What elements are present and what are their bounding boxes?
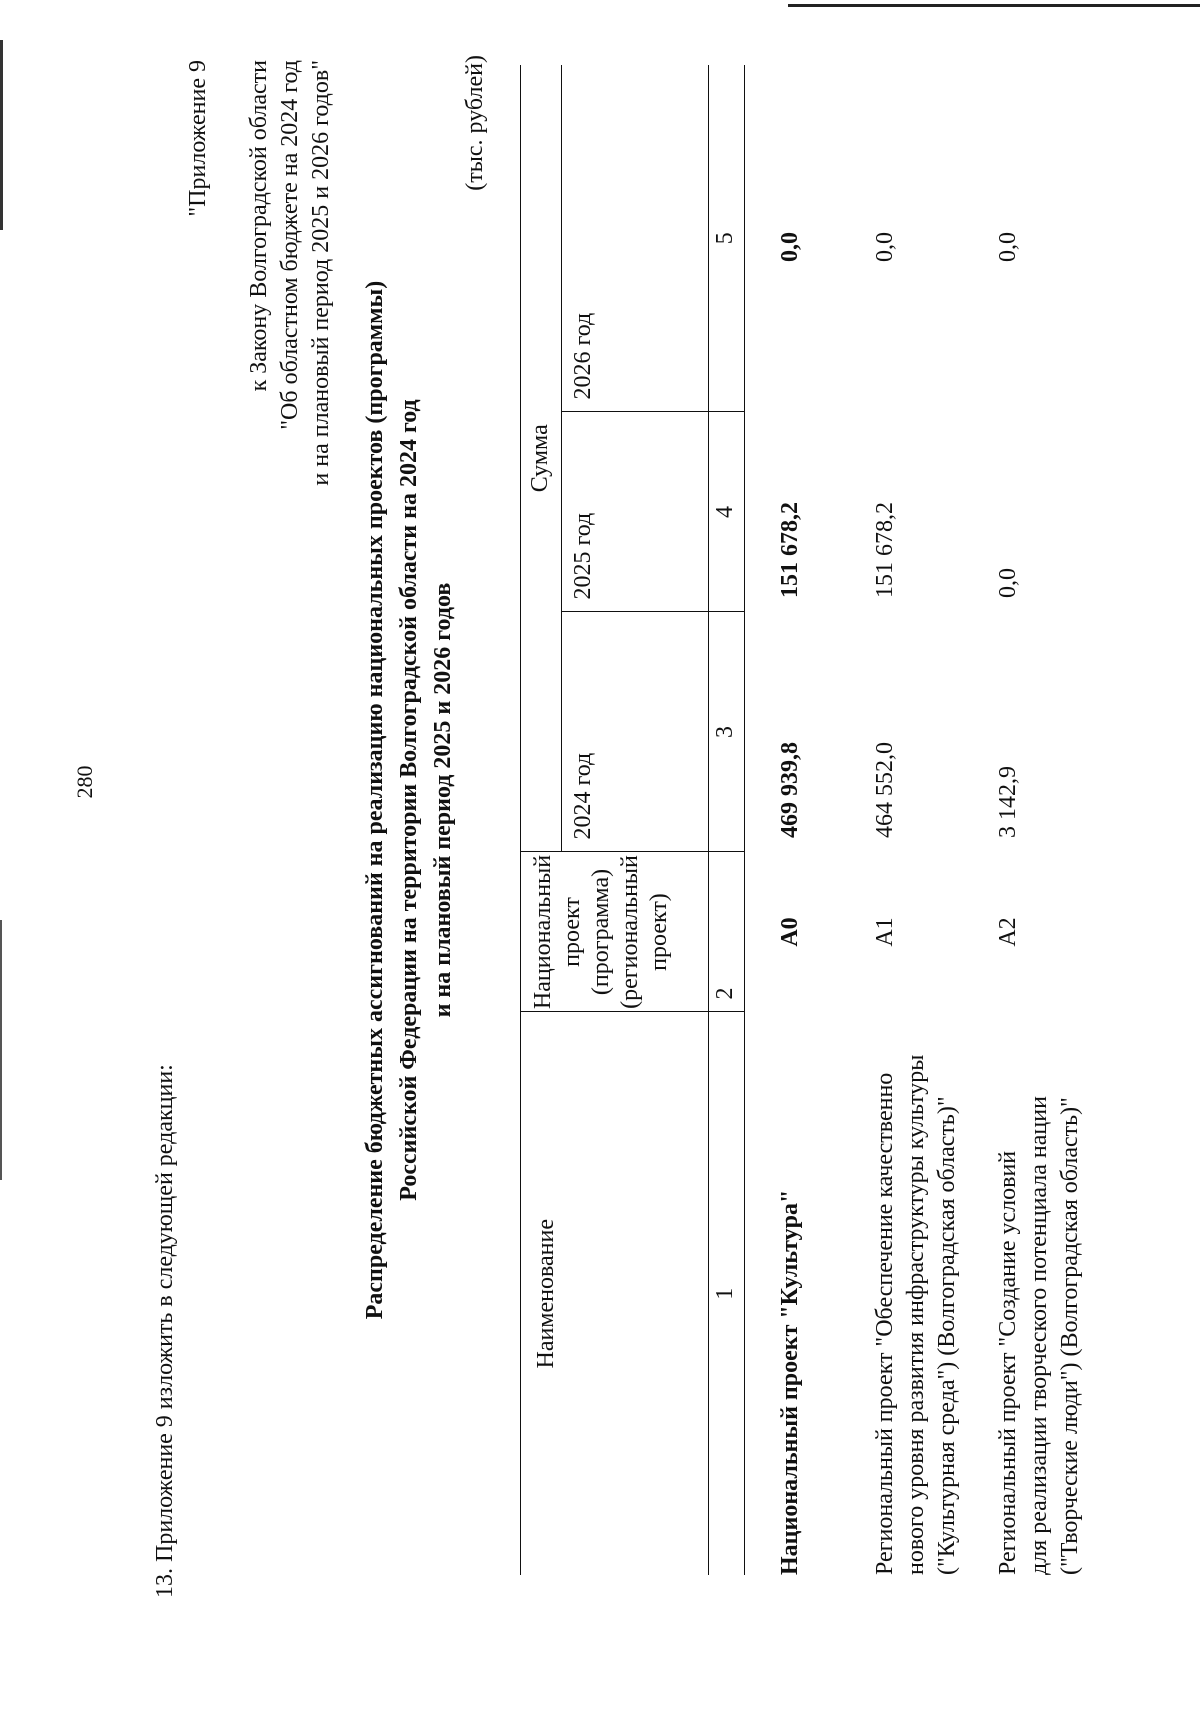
row-value-2024: 469 939,8	[777, 742, 803, 838]
amendment-instruction: 13. Приложение 9 изложить в следующей редакции:	[152, 1064, 178, 1598]
row-name-line: Региональный проект "Создание условий	[995, 1150, 1021, 1575]
row-name-line: Региональный проект "Обеспечение качественно	[872, 1072, 898, 1575]
row-code: А2	[995, 917, 1021, 947]
title-line: Российской Федерации на территории Волгоградской области на 2024 год	[396, 399, 422, 1201]
header-project-code	[521, 852, 709, 1012]
column-number: 1	[709, 1012, 745, 1575]
row-name-line: ("Культурная среда") (Волгоградская область)"	[934, 1096, 960, 1575]
title-line: Распределение бюджетных ассигнований на реализацию национальных проектов (программы)	[362, 280, 388, 1320]
row-name-line: ("Творческие люди") (Волгоградская область)"	[1057, 1097, 1083, 1575]
row-value-2026: 0,0	[777, 232, 803, 262]
appendix-label: "Приложение 9	[185, 60, 211, 217]
header-code-line: проект)	[646, 893, 672, 971]
header-code-line: (региональный	[617, 855, 643, 1009]
header-code-line: (программа)	[588, 868, 614, 996]
row-name	[862, 1012, 985, 1575]
budget-table	[520, 65, 1105, 1575]
title-line: и на плановый период 2025 и 2026 годов	[430, 582, 456, 1018]
header-year-2025: 2025 год	[562, 412, 709, 612]
table-spacer	[745, 65, 768, 1575]
row-name-line: нового уровня развития инфраструктуры культуры	[903, 1054, 929, 1575]
table-row	[862, 65, 985, 1575]
appendix-line: "Об областном бюджете на 2024 год	[277, 60, 303, 430]
table-row	[985, 65, 1105, 1575]
row-name-line: Национальный проект "Культура"	[777, 1189, 803, 1575]
column-number: 4	[709, 412, 745, 612]
column-number-row	[709, 65, 745, 1575]
appendix-reference	[183, 60, 337, 660]
row-name	[985, 1012, 1105, 1575]
appendix-line: к Закону Волгоградской области	[246, 60, 272, 392]
row-value-2025: 0,0	[995, 568, 1021, 598]
document-title	[358, 240, 460, 1360]
table-row	[767, 65, 862, 1575]
column-number: 3	[709, 612, 745, 852]
row-value-2025: 151 678,2	[872, 502, 898, 598]
row-value-2026: 0,0	[995, 232, 1021, 262]
row-code: А0	[777, 917, 803, 947]
row-code: А1	[872, 917, 898, 947]
row-value-2024: 3 142,9	[995, 766, 1021, 838]
units-label: (тыс. рублей)	[462, 55, 488, 191]
row-name	[767, 1012, 862, 1575]
column-number: 5	[709, 65, 745, 412]
row-name-line: для реализации творческого потенциала нации	[1026, 1096, 1052, 1575]
header-year-2024: 2024 год	[562, 612, 709, 852]
page-number: 280	[72, 765, 97, 799]
header-code-line: Национальный	[530, 854, 556, 1010]
row-value-2026: 0,0	[872, 232, 898, 262]
header-sum: Сумма	[521, 65, 562, 852]
column-number: 2	[709, 852, 745, 1012]
appendix-line: и на плановый период 2025 и 2026 годов"	[308, 60, 334, 486]
header-code-line: проект	[559, 897, 585, 967]
header-name: Наименование	[521, 1012, 709, 1575]
header-year-2026: 2026 год	[562, 65, 709, 412]
row-value-2025: 151 678,2	[777, 502, 803, 598]
row-value-2024: 464 552,0	[872, 742, 898, 838]
header-row	[521, 65, 562, 1575]
